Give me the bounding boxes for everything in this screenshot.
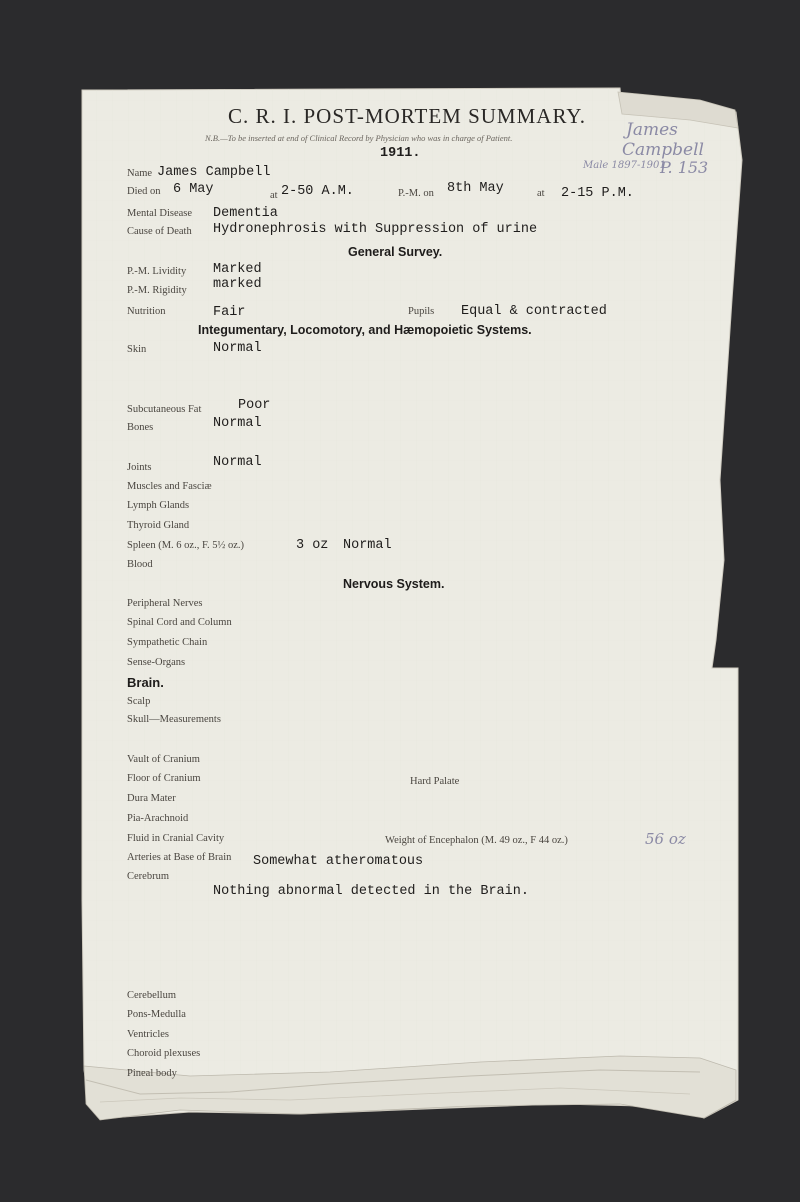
- floor-label: Floor of Cranium: [127, 773, 201, 784]
- nervous-system-heading: Nervous System.: [343, 577, 445, 591]
- sense-organs-label: Sense-Organs: [127, 657, 186, 668]
- died-date: 6 May: [173, 182, 214, 197]
- pupils-value: Equal & contracted: [461, 304, 607, 319]
- lymph-glands-label: Lymph Glands: [127, 500, 190, 511]
- died-time: 2-50 A.M.: [281, 184, 354, 199]
- brain-heading: Brain.: [127, 675, 164, 690]
- cerebellum-label: Cerebellum: [127, 990, 176, 1001]
- bones-value: Normal: [213, 416, 262, 431]
- handwritten-name-last: Campbell: [622, 140, 704, 160]
- handwritten-weight: 56 oz: [645, 830, 686, 848]
- at-label-2: at: [537, 188, 545, 199]
- thyroid-label: Thyroid Gland: [127, 520, 190, 531]
- rigidity-value: marked: [213, 277, 262, 292]
- general-survey-heading: General Survey.: [348, 245, 443, 259]
- sympathetic-chain-label: Sympathetic Chain: [127, 637, 208, 648]
- skull-label: Skull—Measurements: [127, 714, 221, 725]
- pm-time: 2-15 P.M.: [561, 186, 634, 201]
- mental-disease-label: Mental Disease: [127, 208, 193, 219]
- pia-arachnoid-label: Pia-Arachnoid: [127, 813, 189, 824]
- handwritten-page: P. 153: [660, 158, 709, 177]
- skin-label: Skin: [127, 344, 147, 355]
- pm-label: P.-M. on: [398, 188, 434, 199]
- form-note: N.B.—To be inserted at end of Clinical Record by Physician who was in charge of Patient.: [205, 133, 513, 143]
- skin-value: Normal: [213, 341, 262, 356]
- blood-label: Blood: [127, 559, 153, 570]
- spleen-weight: 3 oz: [296, 538, 329, 553]
- cerebrum-value: Nothing abnormal detected in the Brain.: [213, 884, 529, 899]
- handwritten-name-first: James: [626, 120, 678, 140]
- cause-of-death-label: Cause of Death: [127, 226, 192, 237]
- nutrition-label: Nutrition: [127, 306, 166, 317]
- cerebrum-label: Cerebrum: [127, 871, 169, 882]
- pupils-label: Pupils: [408, 306, 435, 317]
- muscles-label: Muscles and Fasciæ: [127, 481, 212, 492]
- year: 1911.: [380, 146, 421, 161]
- at-label-1: at: [270, 190, 278, 201]
- choroid-plexuses-label: Choroid plexuses: [127, 1048, 201, 1059]
- lividity-label: P.-M. Lividity: [127, 266, 187, 277]
- nutrition-value: Fair: [213, 305, 246, 320]
- hard-palate-label: Hard Palate: [410, 776, 460, 787]
- peripheral-nerves-label: Peripheral Nerves: [127, 598, 203, 609]
- name-value: James Campbell: [157, 165, 271, 180]
- ventricles-label: Ventricles: [127, 1029, 169, 1040]
- spleen-value: Normal: [343, 538, 392, 553]
- name-label: Name: [127, 168, 153, 179]
- bones-label: Bones: [127, 422, 154, 433]
- mental-disease-value: Dementia: [213, 206, 278, 221]
- integumentary-heading: Integumentary, Locomotory, and Hæmopoietic Systems.: [198, 323, 532, 337]
- cause-of-death-value: Hydronephrosis with Suppression of urine: [213, 222, 538, 237]
- joints-label: Joints: [127, 462, 152, 473]
- dura-mater-label: Dura Mater: [127, 793, 176, 804]
- pm-date: 8th May: [447, 181, 504, 196]
- scalp-label: Scalp: [127, 696, 151, 707]
- fluid-label: Fluid in Cranial Cavity: [127, 833, 225, 844]
- subcutaneous-fat-label: Subcutaneous Fat: [127, 404, 202, 415]
- pons-medulla-label: Pons-Medulla: [127, 1009, 186, 1020]
- pineal-body-label: Pineal body: [127, 1068, 177, 1079]
- form-title: C. R. I. POST-MORTEM SUMMARY.: [228, 104, 586, 128]
- rigidity-label: P.-M. Rigidity: [127, 285, 187, 296]
- joints-value: Normal: [213, 455, 262, 470]
- spinal-cord-label: Spinal Cord and Column: [127, 617, 232, 628]
- subcutaneous-fat-value: Poor: [238, 398, 271, 413]
- arteries-label: Arteries at Base of Brain: [127, 852, 232, 863]
- spleen-label: Spleen (M. 6 oz., F. 5½ oz.): [127, 540, 244, 551]
- encephalon-weight-label: Weight of Encephalon (M. 49 oz., F 44 oz.): [385, 835, 568, 846]
- arteries-value: Somewhat atheromatous: [253, 854, 424, 869]
- vault-label: Vault of Cranium: [127, 754, 200, 765]
- lividity-value: Marked: [213, 262, 262, 277]
- died-label: Died on: [127, 186, 161, 197]
- handwritten-ref: Male 1897-1901: [583, 160, 666, 171]
